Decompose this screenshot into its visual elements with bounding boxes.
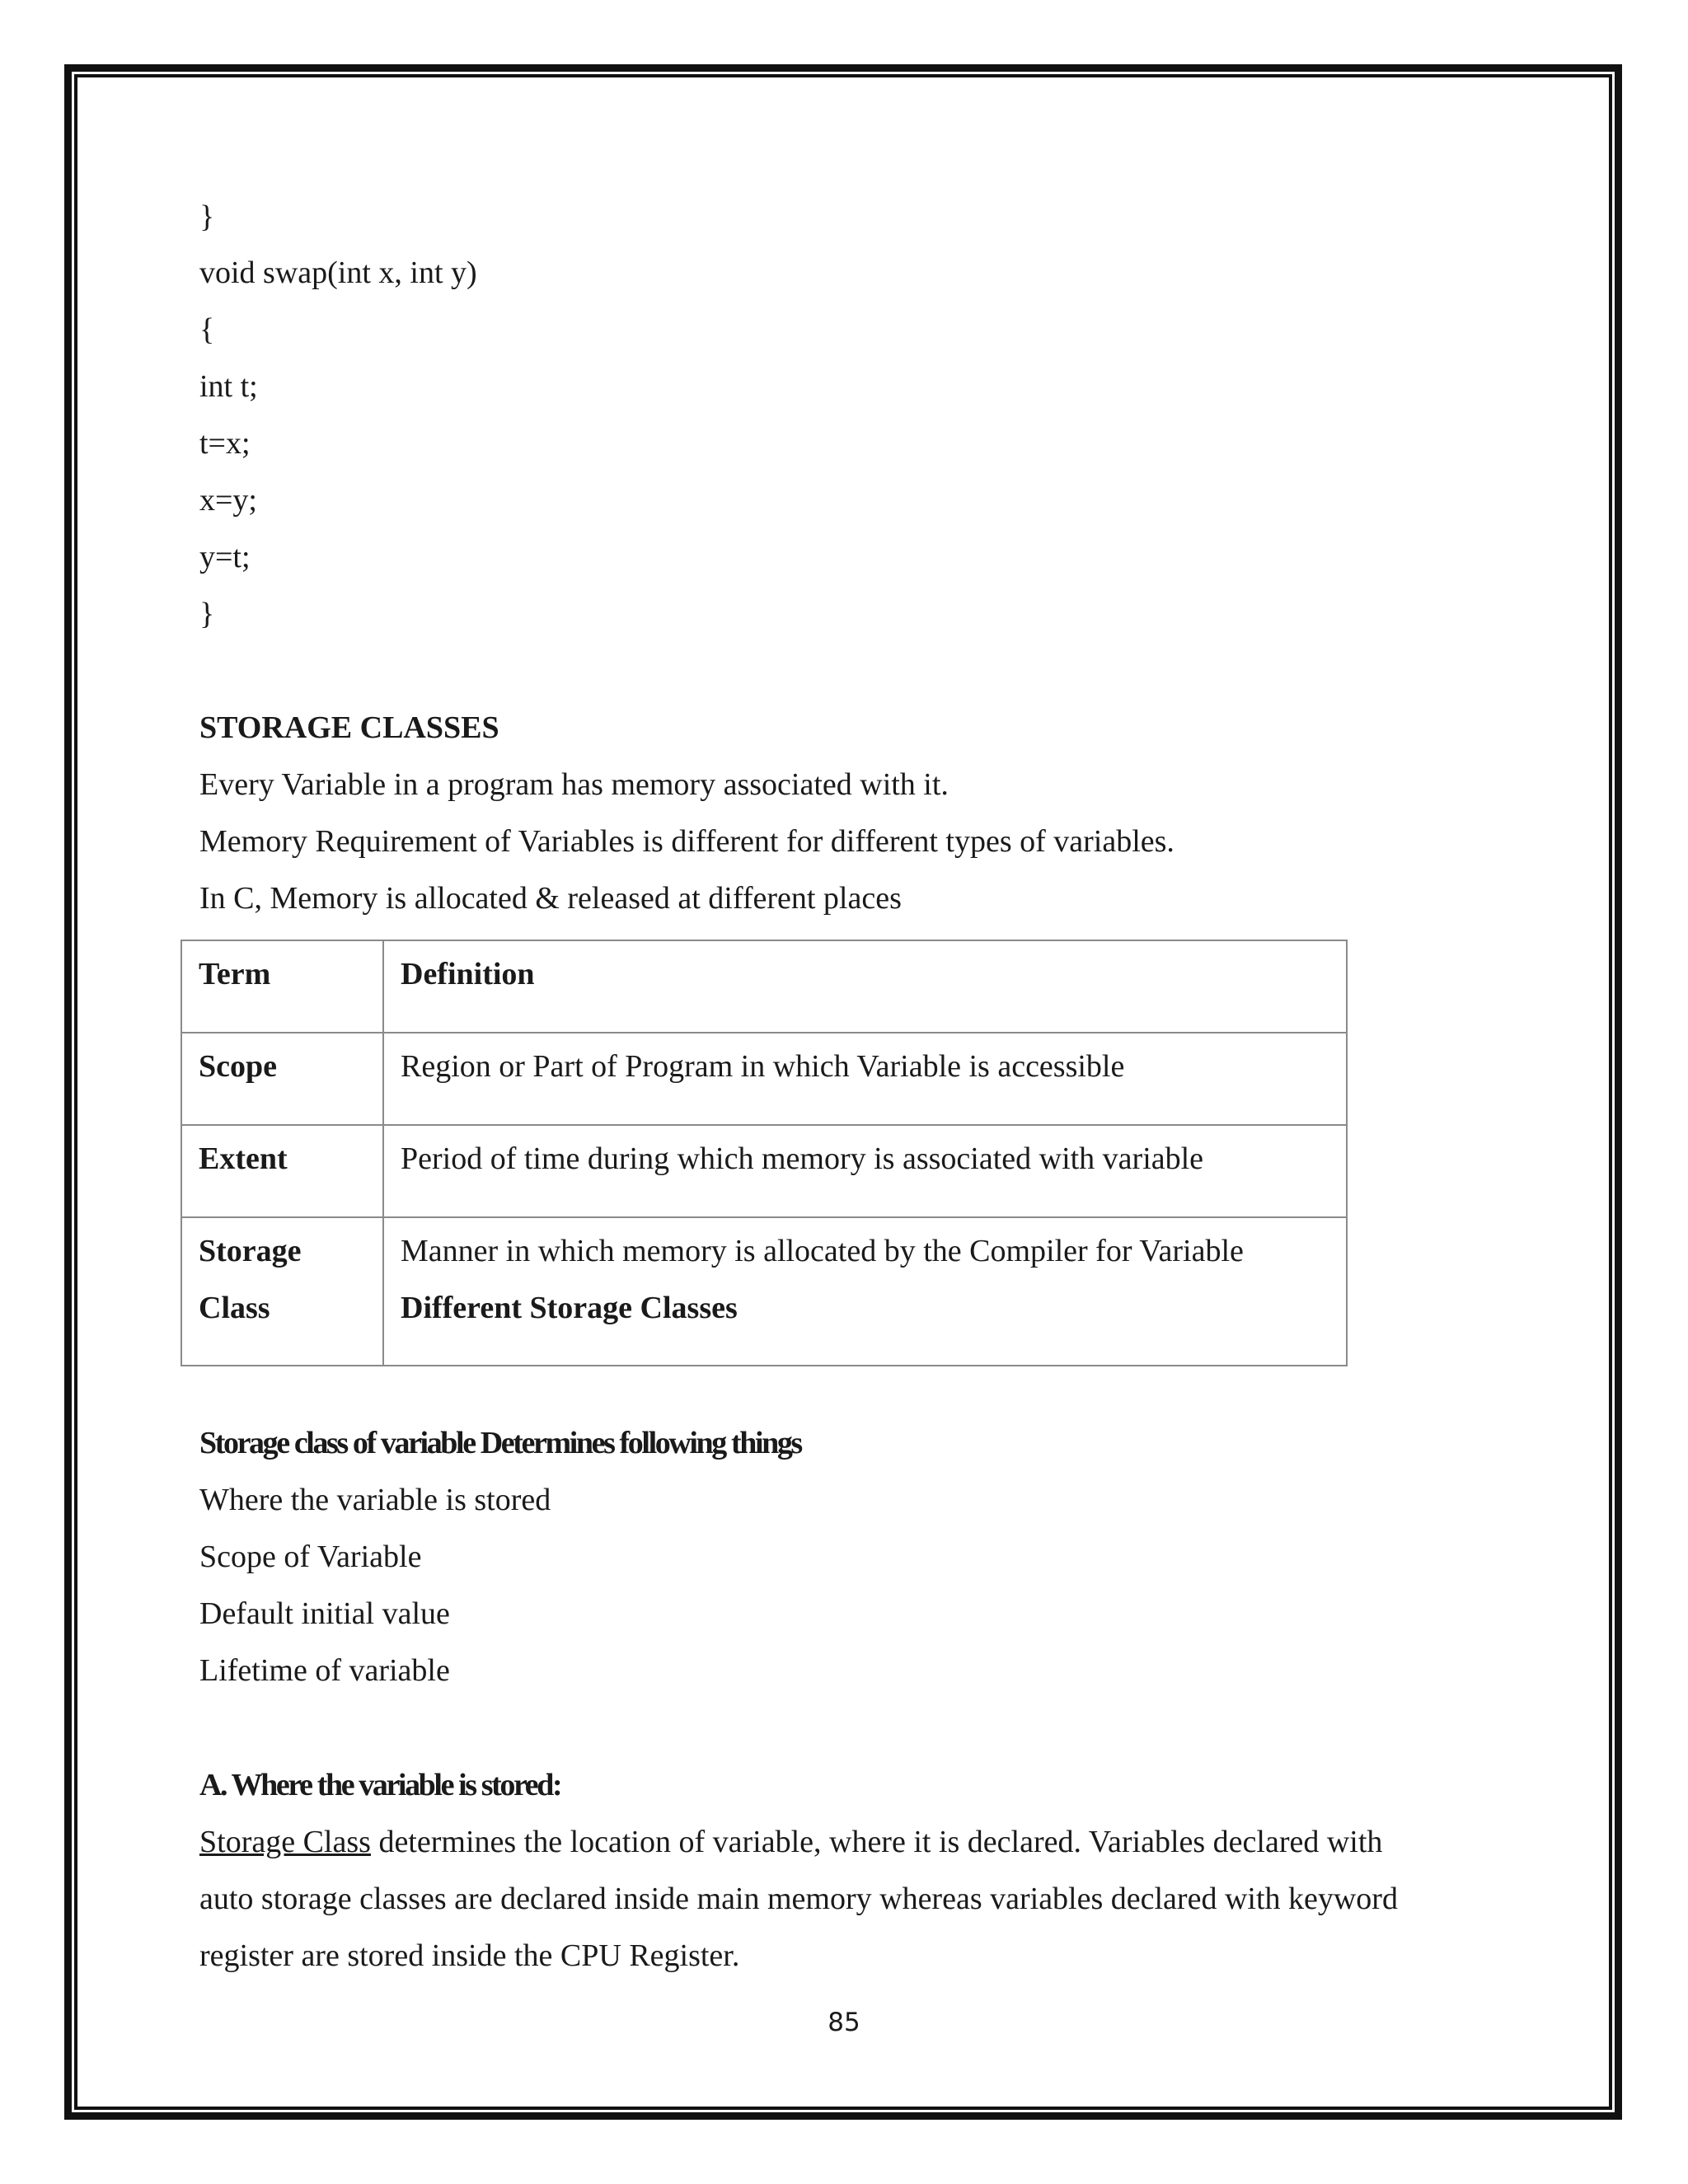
code-line: void swap(int x, int y)	[199, 255, 477, 290]
code-line: }	[199, 597, 215, 631]
table-cell-definition: Period of time during which memory is associated with variable	[383, 1125, 1347, 1217]
table-row	[181, 1217, 1347, 1366]
table-header-row	[181, 940, 1347, 1033]
section-a-line1-rest: determines the location of variable, where it is declared. Variables declared with	[370, 1825, 1383, 1859]
intro-line: Every Variable in a program has memory associated with it.	[199, 767, 949, 802]
table-header-definition: Definition	[383, 940, 1347, 1033]
determines-item: Where the variable is stored	[199, 1483, 551, 1517]
code-line: t=x;	[199, 426, 251, 461]
intro-line: In C, Memory is allocated & released at different places	[199, 881, 902, 916]
table-cell-term: Scope	[181, 1033, 383, 1125]
determines-item: Scope of Variable	[199, 1540, 422, 1574]
table-cell-term: Extent	[181, 1125, 383, 1217]
table-cell-definition: Region or Part of Program in which Variable is accessible	[383, 1033, 1347, 1125]
storage-terms-table	[181, 940, 1348, 1366]
term-line: Class	[199, 1291, 270, 1325]
code-line: y=t;	[199, 540, 251, 574]
table-cell-term	[181, 1217, 383, 1366]
determines-item: Default initial value	[199, 1596, 450, 1631]
table-row	[181, 1125, 1347, 1217]
page-number: 85	[828, 2008, 860, 2037]
term-line: Storage	[199, 1234, 302, 1268]
code-line: {	[199, 312, 215, 347]
table-header-term: Term	[181, 940, 383, 1033]
definition-note: Different Storage Classes	[401, 1291, 738, 1325]
code-line: }	[199, 199, 215, 234]
intro-line: Memory Requirement of Variables is different for different types of variables.	[199, 824, 1175, 859]
section-a-line: register are stored inside the CPU Register.	[199, 1938, 740, 1973]
section-a-line: auto storage classes are declared inside main memory whereas variables declared with keyword	[199, 1882, 1398, 1916]
section-title: STORAGE CLASSES	[199, 710, 499, 745]
storage-class-underlined: Storage Class	[199, 1825, 371, 1859]
determines-heading: Storage class of variable Determines following things	[199, 1426, 801, 1460]
code-line: int t;	[199, 369, 258, 404]
section-a-line	[199, 1823, 1382, 1861]
section-a-heading: A. Where the variable is stored:	[199, 1768, 561, 1802]
determines-item: Lifetime of variable	[199, 1653, 450, 1688]
table-cell-definition	[383, 1217, 1347, 1366]
definition-text: Manner in which memory is allocated by the Compiler for Variable	[401, 1234, 1244, 1268]
table-row	[181, 1033, 1347, 1125]
code-line: x=y;	[199, 483, 257, 518]
